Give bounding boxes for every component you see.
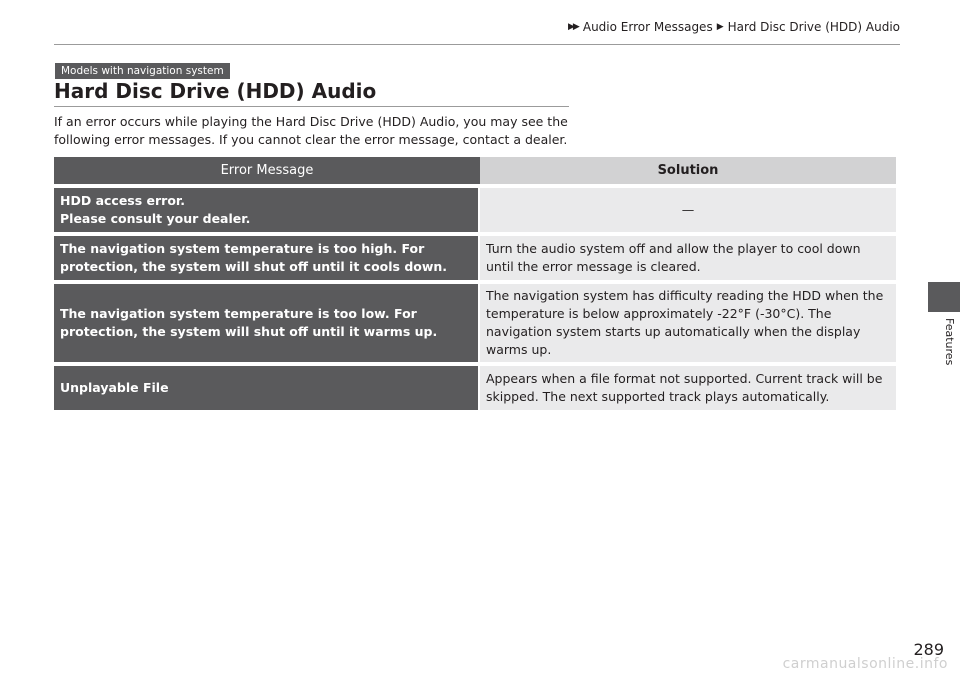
section-tab-label: Features <box>943 318 956 366</box>
double-arrow-icon: ▶▶ <box>568 22 578 32</box>
model-badge: Models with navigation system <box>55 63 230 79</box>
error-message-cell: The navigation system temperature is too high. For protection, the system will shut off until it cools down. <box>54 236 480 280</box>
error-messages-table <box>54 153 896 414</box>
table-row <box>54 366 896 410</box>
header-divider <box>54 44 900 45</box>
page-number: 289 <box>913 640 944 659</box>
breadcrumb-item-hdd-audio[interactable]: Hard Disc Drive (HDD) Audio <box>727 20 900 34</box>
section-tab-marker <box>928 282 960 312</box>
solution-cell: Turn the audio system off and allow the player to cool down until the error message is cleared. <box>480 236 896 280</box>
table-row <box>54 284 896 362</box>
error-message-cell: HDD access error. Please consult your dealer. <box>54 188 480 232</box>
page-title: Hard Disc Drive (HDD) Audio <box>54 79 377 103</box>
table-row <box>54 188 896 232</box>
solution-cell: — <box>480 188 896 232</box>
watermark: carmanualsonline.info <box>782 656 948 672</box>
intro-paragraph: If an error occurs while playing the Hard Disc Drive (HDD) Audio, you may see the following error messages. If you cannot clear the error message, contact a dealer. <box>54 114 568 147</box>
arrow-icon: ▶ <box>716 22 724 32</box>
breadcrumb-item-audio-error-messages[interactable]: Audio Error Messages <box>582 20 713 34</box>
title-divider <box>54 106 569 107</box>
error-message-cell: The navigation system temperature is too low. For protection, the system will shut off until it warms up. <box>54 284 480 362</box>
error-message-cell: Unplayable File <box>54 366 480 410</box>
breadcrumb <box>568 20 900 34</box>
column-header-error-message: Error Message <box>54 157 480 184</box>
solution-cell: The navigation system has difficulty reading the HDD when the temperature is below approximately -22°F (-30°C). The navigation system starts up automatically when the display warms up. <box>480 284 896 362</box>
solution-cell: Appears when a file format not supported. Current track will be skipped. The next supported track plays automatically. <box>480 366 896 410</box>
column-header-solution: Solution <box>480 157 896 184</box>
table-row <box>54 236 896 280</box>
